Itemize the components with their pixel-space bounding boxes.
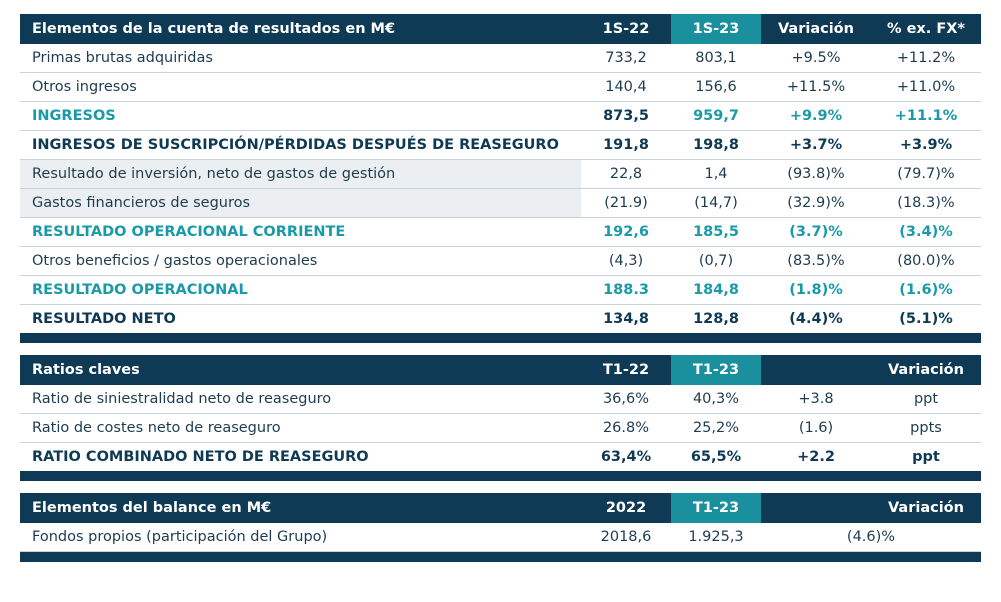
row-value-1: 63,4% [581, 443, 671, 472]
row-label: INGRESOS DE SUSCRIPCIÓN/PÉRDIDAS DESPUÉS DE REASEGURO [20, 131, 581, 160]
balance-sheet-table [20, 493, 981, 552]
row-value-2: 65,5% [671, 443, 761, 472]
row-value-4: +3.9% [871, 131, 981, 160]
row-value-3: +9.9% [761, 102, 871, 131]
table-row [20, 73, 981, 102]
key-ratios-table [20, 355, 981, 471]
row-label: RESULTADO NETO [20, 305, 581, 334]
row-value-1: 188.3 [581, 276, 671, 305]
table-row [20, 189, 981, 218]
row-value-3: (3.7)% [761, 218, 871, 247]
row-value-2: 803,1 [671, 44, 761, 73]
row-value-1: 873,5 [581, 102, 671, 131]
row-value-2: 185,5 [671, 218, 761, 247]
key-ratios-header-label: Ratios claves [20, 355, 581, 385]
section-divider-band-1 [20, 333, 981, 343]
row-value-3: (1.8)% [761, 276, 871, 305]
row-value-3: +3.8 [761, 385, 871, 414]
table-row [20, 131, 981, 160]
income-statement-header-col3: Variación [761, 14, 871, 44]
row-value-1: 36,6% [581, 385, 671, 414]
row-value-1: 22,8 [581, 160, 671, 189]
row-value-1: 134,8 [581, 305, 671, 334]
row-value-2: 198,8 [671, 131, 761, 160]
key-ratios-header-col3 [761, 355, 871, 385]
key-ratios-header-col2: T1-23 [671, 355, 761, 385]
row-value-2: 40,3% [671, 385, 761, 414]
row-label: RESULTADO OPERACIONAL [20, 276, 581, 305]
row-value-4: (80.0)% [871, 247, 981, 276]
balance-sheet-header-col2: T1-23 [671, 493, 761, 523]
row-value-1: 192,6 [581, 218, 671, 247]
row-value-4: ppt [871, 385, 981, 414]
income-statement-header-col1: 1S-22 [581, 14, 671, 44]
row-value-2: 1,4 [671, 160, 761, 189]
row-label: RATIO COMBINADO NETO DE REASEGURO [20, 443, 581, 472]
balance-sheet-header-col1: 2022 [581, 493, 671, 523]
income-statement-table [20, 14, 981, 333]
table-row [20, 218, 981, 247]
row-value-4: +11.0% [871, 73, 981, 102]
row-value-3: (93.8)% [761, 160, 871, 189]
key-ratios-header-col4: Variación [871, 355, 981, 385]
row-value-3: (4.4)% [761, 305, 871, 334]
row-value-2: 959,7 [671, 102, 761, 131]
row-value-4: (18.3)% [871, 189, 981, 218]
spacer-2 [20, 481, 981, 493]
table-row [20, 443, 981, 472]
income-statement-header-col2: 1S-23 [671, 14, 761, 44]
row-value-3: (1.6) [761, 414, 871, 443]
table-row [20, 385, 981, 414]
section-divider-band-2 [20, 471, 981, 481]
row-value-2: 25,2% [671, 414, 761, 443]
row-value-4: ppts [871, 414, 981, 443]
row-value-4: ppt [871, 443, 981, 472]
row-label: Fondos propios (participación del Grupo) [20, 523, 581, 552]
row-value-3: (4.6)% [761, 523, 981, 552]
table-row [20, 414, 981, 443]
row-value-1: 26.8% [581, 414, 671, 443]
row-label: Otros ingresos [20, 73, 581, 102]
table-row [20, 102, 981, 131]
table-row [20, 523, 981, 552]
row-label: Ratio de siniestralidad neto de reaseguro [20, 385, 581, 414]
row-value-4: (79.7)% [871, 160, 981, 189]
balance-sheet-header-label: Elementos del balance en M€ [20, 493, 581, 523]
income-statement-header-col4: % ex. FX* [871, 14, 981, 44]
row-value-4: (5.1)% [871, 305, 981, 334]
table-row [20, 276, 981, 305]
row-value-2: 184,8 [671, 276, 761, 305]
row-value-1: (4,3) [581, 247, 671, 276]
table-row [20, 160, 981, 189]
row-value-1: 140,4 [581, 73, 671, 102]
row-label: RESULTADO OPERACIONAL CORRIENTE [20, 218, 581, 247]
row-value-4: (1.6)% [871, 276, 981, 305]
row-value-1: (21.9) [581, 189, 671, 218]
key-ratios-header-row [20, 355, 981, 385]
key-ratios-header-col1: T1-22 [581, 355, 671, 385]
row-value-4: (3.4)% [871, 218, 981, 247]
row-value-3: (83.5)% [761, 247, 871, 276]
row-value-4: +11.2% [871, 44, 981, 73]
row-label: Primas brutas adquiridas [20, 44, 581, 73]
row-value-4: +11.1% [871, 102, 981, 131]
balance-sheet-header-col3 [761, 493, 871, 523]
table-row [20, 247, 981, 276]
row-value-2: (0,7) [671, 247, 761, 276]
row-value-3: +3.7% [761, 131, 871, 160]
row-value-3: +9.5% [761, 44, 871, 73]
table-row [20, 305, 981, 334]
balance-sheet-header-col4: Variación [871, 493, 981, 523]
row-value-1: 2018,6 [581, 523, 671, 552]
income-statement-header-label: Elementos de la cuenta de resultados en M€ [20, 14, 581, 44]
table-row [20, 44, 981, 73]
row-value-2: 156,6 [671, 73, 761, 102]
row-label: INGRESOS [20, 102, 581, 131]
income-statement-header-row [20, 14, 981, 44]
row-value-3: (32.9)% [761, 189, 871, 218]
row-value-2: 1.925,3 [671, 523, 761, 552]
row-value-2: (14,7) [671, 189, 761, 218]
row-label: Ratio de costes neto de reaseguro [20, 414, 581, 443]
section-divider-band-3 [20, 552, 981, 562]
row-value-1: 191,8 [581, 131, 671, 160]
row-value-3: +2.2 [761, 443, 871, 472]
row-label: Resultado de inversión, neto de gastos de gestión [20, 160, 581, 189]
row-value-3: +11.5% [761, 73, 871, 102]
balance-sheet-header-row [20, 493, 981, 523]
row-label: Otros beneficios / gastos operacionales [20, 247, 581, 276]
row-label: Gastos financieros de seguros [20, 189, 581, 218]
spacer-1 [20, 343, 981, 355]
row-value-1: 733,2 [581, 44, 671, 73]
row-value-2: 128,8 [671, 305, 761, 334]
